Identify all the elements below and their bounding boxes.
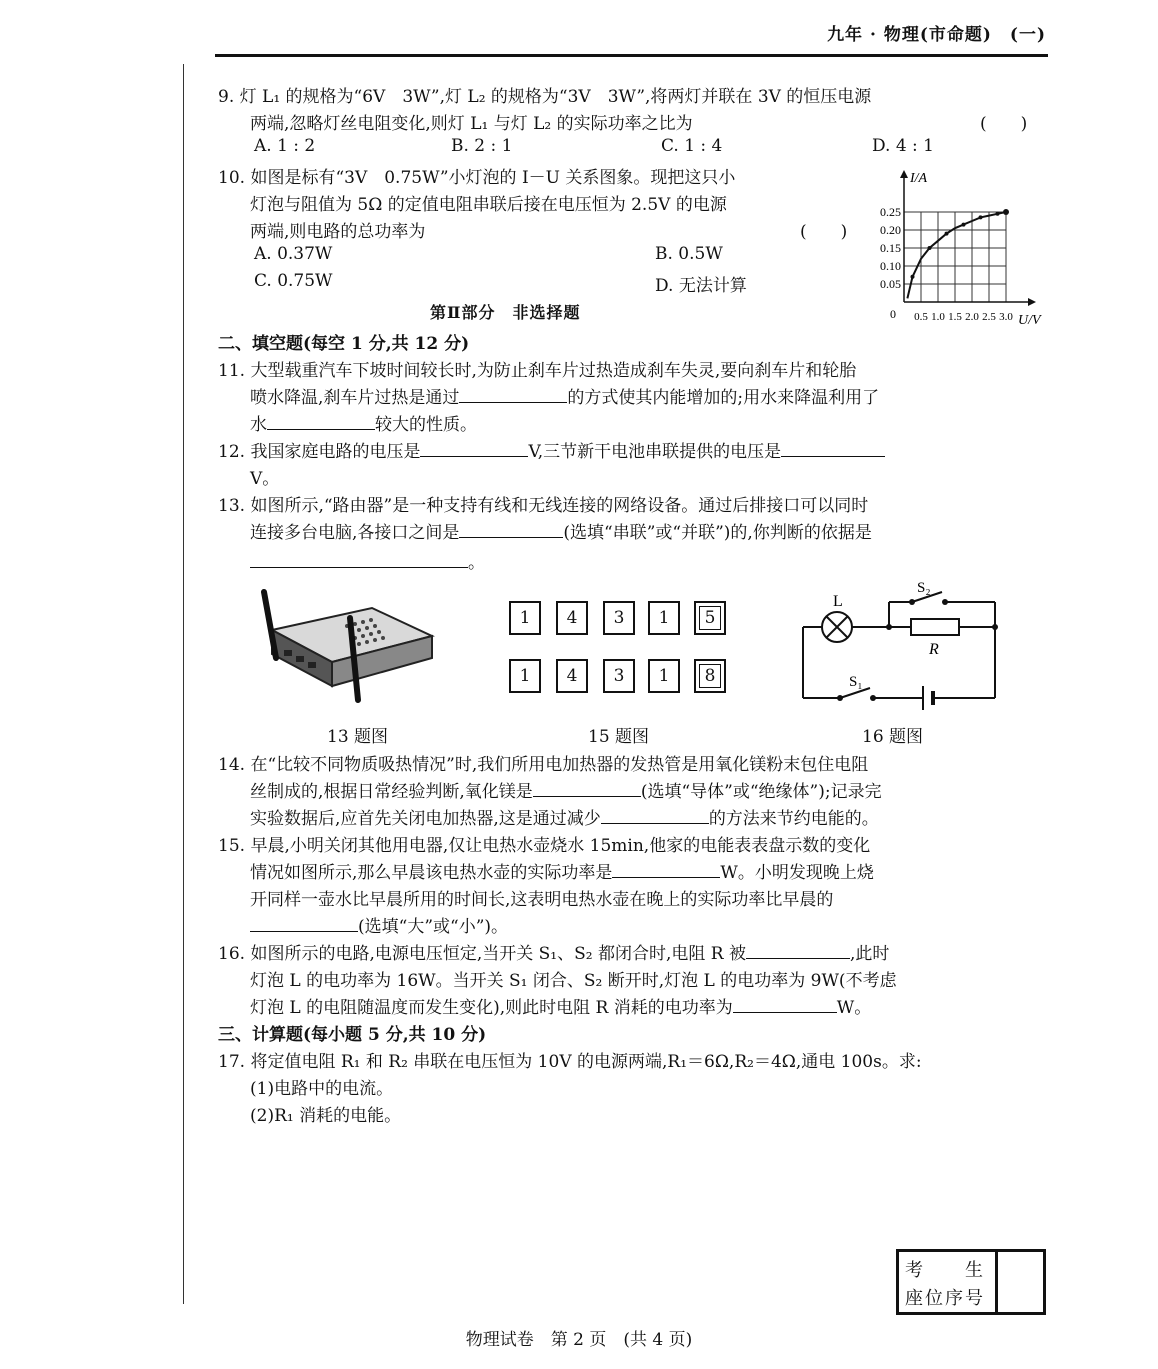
- chart-y-arrow: [900, 170, 908, 178]
- chart-y-tick-label: 0.25: [880, 205, 901, 219]
- q11-line1: 11. 大型载重汽车下坡时间较长时,为防止刹车片过热造成刹车失灵,要向刹车片和轮胎: [218, 361, 857, 381]
- chart-y-tick-label: 0.10: [880, 259, 901, 273]
- q14-line2-a: 丝制成的,根据日常经验判断,氧化镁是: [250, 782, 533, 802]
- q9-line2: 两端,忽略灯丝电阻变化,则灯 L₁ 与灯 L₂ 的实际功率之比为: [250, 114, 693, 134]
- q11-blank1[interactable]: [459, 387, 567, 403]
- header-rule: [215, 54, 1048, 57]
- q10-option-c: C. 0.75W: [254, 271, 333, 291]
- q12-line1: [218, 437, 885, 462]
- chart-x-tick-label: 1.5: [948, 311, 962, 323]
- meter-row2-digit: 3: [603, 659, 635, 693]
- chart-point: [962, 223, 966, 227]
- q10-option-d: D. 无法计算: [655, 276, 747, 296]
- circuit-label-s1: S₁: [849, 674, 863, 690]
- q17-sub2: (2)R₁ 消耗的电能。: [250, 1106, 402, 1126]
- q15-line2: [250, 858, 874, 883]
- meter-row1-digit: 4: [556, 601, 588, 635]
- meter-row1-digit: 3: [603, 601, 635, 635]
- q16-line1-b: ,此时: [850, 944, 890, 964]
- chart-x-tick-label: 2.0: [965, 311, 979, 323]
- margin-line: [183, 64, 184, 1304]
- q9-option-c: C. 1 : 4: [661, 136, 723, 156]
- caption-fig15: 15 题图: [588, 727, 650, 747]
- q11-blank2[interactable]: [267, 414, 375, 430]
- circuit-label-s2: S₂: [917, 580, 931, 596]
- seat-label-line2: 座位序号: [905, 1288, 985, 1309]
- chart-axes: [900, 170, 1036, 306]
- q10-option-a: A. 0.37W: [254, 244, 333, 264]
- q14-line3-b: 的方法来节约电能的。: [708, 809, 879, 829]
- caption-fig13: 13 题图: [327, 727, 389, 747]
- chart-point: [928, 246, 932, 250]
- q13-line3-end: 。: [468, 553, 485, 573]
- q16-line3: [250, 993, 871, 1018]
- q17-sub1: (1)电路中的电流。: [250, 1079, 394, 1099]
- q13-blank2[interactable]: [250, 552, 468, 568]
- q16-line3-a: 灯泡 L 的电阻随温度而发生变化),则此时电阻 R 消耗的电功率为: [250, 998, 733, 1018]
- q11-line3-b: 较大的性质。: [375, 415, 477, 435]
- q16-line3-b: W。: [836, 998, 872, 1018]
- chart-grid: [904, 212, 1006, 302]
- q14-line2: [250, 777, 882, 802]
- q12-line1-b: V,三节新干电池串联提供的电压是: [528, 442, 782, 462]
- router-image: [252, 588, 437, 708]
- section2-title: 二、填空题(每空 1 分,共 12 分): [218, 334, 470, 354]
- q10-line3: 两端,则电路的总功率为: [250, 222, 426, 242]
- chart-point: [945, 232, 949, 236]
- meter-row1-digit: 1: [648, 601, 680, 635]
- chart-x-tick-label: 1.0: [931, 311, 945, 323]
- meter-row2-digit: 4: [556, 659, 588, 693]
- chart-series: [907, 209, 1009, 298]
- chart-x-arrow: [1028, 298, 1036, 306]
- chart-origin-label: 0: [890, 307, 896, 321]
- q14-line2-b: (选填“导体”或“绝缘体”);记录完: [640, 782, 882, 802]
- seat-number-field[interactable]: [998, 1252, 1043, 1312]
- q14-line3-a: 实验数据后,应首先关闭电加热器,这是通过减少: [250, 809, 601, 829]
- chart-y-axis-label: I/A: [910, 171, 928, 186]
- q14-blank1[interactable]: [533, 781, 641, 797]
- q15-line2-b: W。小明发现晚上烧: [720, 863, 874, 883]
- q15-line4-text: (选填“大”或“小”)。: [358, 917, 509, 937]
- q12-blank2[interactable]: [781, 441, 885, 457]
- q15-blank2[interactable]: [250, 916, 358, 932]
- q11-line3: [250, 410, 477, 435]
- meter-row2-digit: 1: [509, 659, 541, 693]
- q13-blank1[interactable]: [459, 522, 563, 538]
- q15-blank1[interactable]: [612, 862, 720, 878]
- q9-option-b: B. 2 : 1: [451, 136, 513, 156]
- q17-line1: 17. 将定值电阻 R₁ 和 R₂ 串联在电压恒为 10V 的电源两端,R₁＝6Ω,R₂＝4Ω,通电 100s。求:: [218, 1052, 922, 1072]
- circuit-label-r: R: [929, 641, 939, 658]
- header-title: 九年 · 物理(市命题) (一): [827, 25, 1046, 45]
- chart-x-tick-label: 2.5: [982, 311, 996, 323]
- q16-line1-a: 16. 如图所示的电路,电源电压恒定,当开关 S₁、S₂ 都闭合时,电阻 R 被: [218, 944, 746, 964]
- q13-line2: [250, 518, 872, 543]
- q13-line2-b: (选填“串联”或“并联”)的,你判断的依据是: [563, 523, 872, 543]
- circuit-label-lamp: L: [833, 593, 843, 610]
- q9-paren: ( ): [980, 114, 1028, 134]
- q16-line2: 灯泡 L 的电功率为 16W。当开关 S₁ 闭合、S₂ 断开时,灯泡 L 的电功率为 9W(不考虑: [250, 971, 897, 991]
- q10-line2: 灯泡与阻值为 5Ω 的定值电阻串联后接在电压恒为 2.5V 的电源: [250, 195, 727, 215]
- part2-title: 第Ⅱ部分 非选择题: [430, 303, 581, 322]
- q9-option-a: A. 1 : 2: [254, 136, 316, 156]
- q16-blank2[interactable]: [733, 997, 837, 1013]
- q15-line1: 15. 早晨,小明关闭其他用电器,仅让电热水壶烧水 15min,他家的电能表表盘示数的变化: [218, 836, 871, 856]
- q14-line1: 14. 在“比较不同物质吸热情况”时,我们所用电加热器的发热管是用氧化镁粉末包住电阻: [218, 755, 869, 775]
- page-footer: 物理试卷 第 2 页 (共 4 页): [465, 1330, 693, 1350]
- chart-point: [979, 215, 983, 219]
- meter-row2-digit: 1: [648, 659, 680, 693]
- q15-line2-a: 情况如图所示,那么早晨该电热水壶的实际功率是: [250, 863, 613, 883]
- q12-line1-a: 12. 我国家庭电路的电压是: [218, 442, 421, 462]
- q12-line2: V。: [250, 469, 280, 489]
- q13-line1: 13. 如图所示,“路由器”是一种支持有线和无线连接的网络设备。通过后排接口可以同时: [218, 496, 869, 516]
- chart-series-line: [907, 212, 1006, 298]
- meter-row1-decimal-digit: 5: [694, 601, 726, 635]
- q11-line2-a: 喷水降温,刹车片过热是通过: [250, 388, 460, 408]
- chart-y-tick-label: 0.15: [880, 241, 901, 255]
- seat-number-box: [896, 1249, 1046, 1315]
- q11-line2: [250, 383, 879, 408]
- q9-option-d: D. 4 : 1: [872, 136, 934, 156]
- chart-point: [911, 275, 915, 279]
- circuit-diagram: [795, 576, 1005, 716]
- q12-blank1[interactable]: [420, 441, 528, 457]
- q11-line2-b: 的方式使其内能增加的;用水来降温利用了: [567, 388, 880, 408]
- q15-line3: 开同样一壶水比早晨所用的时间长,这表明电热水壶在晚上的实际功率比早晨的: [250, 890, 834, 910]
- meter-row1-digit: 1: [509, 601, 541, 635]
- meter-row2-decimal-digit: 8: [694, 659, 726, 693]
- q16-line1: [218, 939, 889, 964]
- chart-x-tick-label: 3.0: [999, 311, 1013, 323]
- q14-blank2[interactable]: [601, 808, 709, 824]
- chart-y-tick-label: 0.05: [880, 277, 901, 291]
- seat-label-line1: 考 生: [905, 1260, 985, 1281]
- q13-line2-a: 连接多台电脑,各接口之间是: [250, 523, 460, 543]
- chart-y-tick-label: 0.20: [880, 223, 901, 237]
- chart-x-tick-label: 0.5: [914, 311, 928, 323]
- q9-line1: 9. 灯 L₁ 的规格为“6V 3W”,灯 L₂ 的规格为“3V 3W”,将两灯并联在 3V 的恒压电源: [218, 87, 872, 107]
- q15-line4: [250, 912, 508, 937]
- chart-point: [1003, 209, 1009, 215]
- chart-x-axis-label: U/V: [1018, 313, 1041, 328]
- caption-fig16: 16 题图: [862, 727, 924, 747]
- section3-title: 三、计算题(每小题 5 分,共 10 分): [218, 1025, 487, 1045]
- q16-blank1[interactable]: [746, 943, 850, 959]
- chart-point: [996, 212, 1000, 216]
- q10-line1: 10. 如图是标有“3V 0.75W”小灯泡的 I－U 关系图象。现把这只小: [218, 168, 736, 188]
- q11-line3-a: 水: [250, 415, 267, 435]
- q14-line3: [250, 804, 879, 829]
- iu-chart: [862, 160, 1052, 330]
- q10-paren: ( ): [800, 222, 848, 242]
- q13-line3: [250, 548, 485, 573]
- q10-option-b: B. 0.5W: [655, 244, 723, 264]
